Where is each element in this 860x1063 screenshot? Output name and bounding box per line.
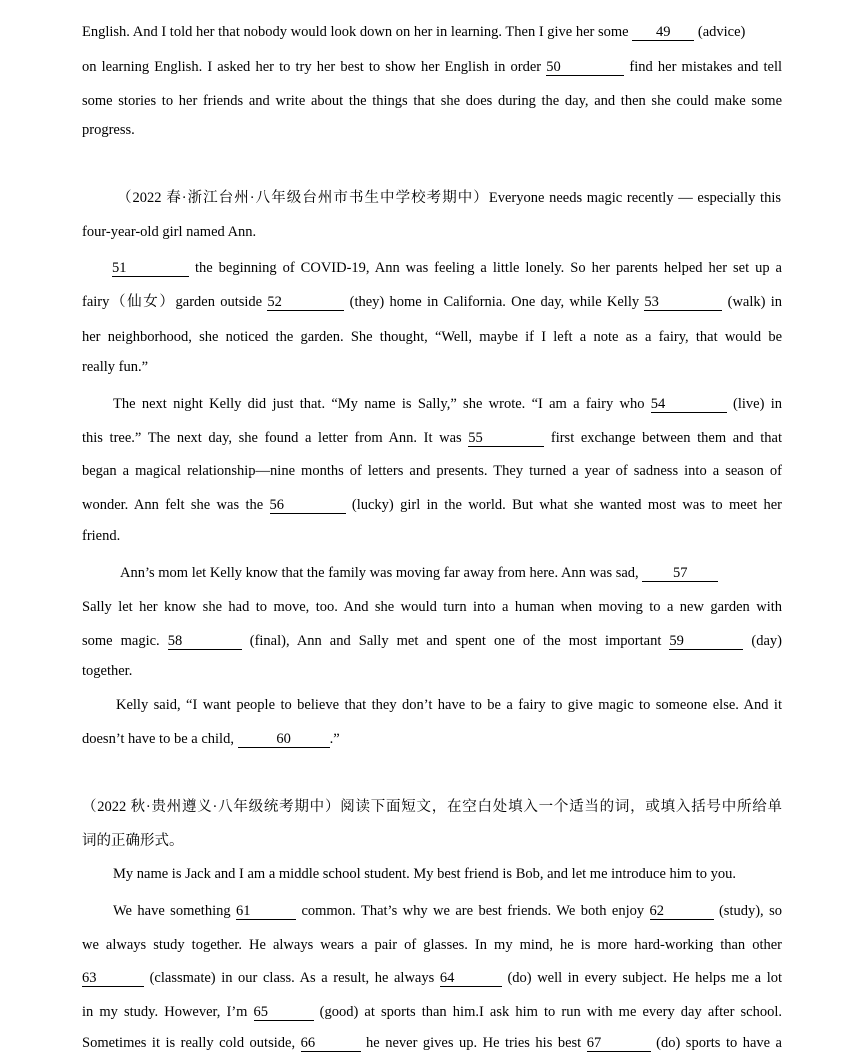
blank-53: 53 <box>644 295 722 311</box>
text: English. And I told her that nobody would look down on her in learning. Then I give her some <box>82 24 633 40</box>
text: he never gives up. He tries his best <box>360 1035 587 1051</box>
blank-52: 52 <box>267 295 344 311</box>
text: (they) home in California. One day, while Kelly <box>344 294 645 310</box>
passage-b-p2-line-1 <box>113 394 782 414</box>
passage-a-line-2 <box>82 57 782 77</box>
passage-b-p4-line-2 <box>82 729 782 749</box>
passage-b-p2-line-4 <box>82 495 782 515</box>
text: on learning English. I asked her to try her best to show her English in order <box>82 59 547 75</box>
text: Sometimes it is really cold outside, <box>82 1035 301 1051</box>
blank-63: 63 <box>82 971 144 987</box>
blank-61: 61 <box>236 904 296 920</box>
text: (do) sports to have a <box>650 1035 782 1051</box>
passage-b-p2-line-3: began a magical relationship—nine months of letters and presents. They turned a year of sadness into a season of <box>82 463 782 479</box>
blank-64: 64 <box>440 971 502 987</box>
passage-b-p1-line-1 <box>112 258 782 278</box>
text: (study), so <box>713 903 782 919</box>
passage-b-p2-line-5: friend. <box>82 528 121 544</box>
passage-b-p3-line-1 <box>120 563 782 583</box>
passage-b-p1-line-4: really fun.” <box>82 359 149 375</box>
blank-54: 54 <box>651 397 727 413</box>
blank-58: 58 <box>168 634 242 650</box>
text: doesn’t have to be a child, <box>82 731 238 747</box>
text: (advice) <box>694 24 746 40</box>
blank-66: 66 <box>301 1036 361 1052</box>
text: common. That’s why we are best friends. We both enjoy <box>296 903 650 919</box>
text: (classmate) in our class. As a result, he always <box>144 970 440 986</box>
passage-a-line-1 <box>82 22 782 42</box>
text: fairy（仙女）garden outside <box>82 294 268 310</box>
blank-56: 56 <box>270 498 346 514</box>
blank-50: 50 <box>546 60 624 76</box>
passage-b-p1-line-3: her neighborhood, she noticed the garden. She thought, “Well, maybe if I left a note as a fairy, that would be <box>82 329 782 345</box>
passage-c-p2-line-1 <box>113 901 782 921</box>
text: the beginning of COVID-19, Ann was feeling a little lonely. So her parents helped her set up a <box>189 260 782 276</box>
text: first exchange between them and that <box>544 430 782 446</box>
passage-b-p3-line-4: together. <box>82 663 133 679</box>
passage-c-p2-line-5 <box>82 1033 782 1053</box>
passage-c-source-cont: 词的正确形式。 <box>82 833 184 849</box>
blank-57: 57 <box>642 566 718 582</box>
blank-60: 60 <box>238 732 330 748</box>
passage-c-source: （2022 秋·贵州遵义·八年级统考期中）阅读下面短文，在空白处填入一个适当的词，或填入括号中所给单 <box>82 799 782 815</box>
passage-b-p3-line-3 <box>82 631 782 651</box>
text: (day) <box>743 633 782 649</box>
text: (walk) in <box>722 294 783 310</box>
passage-b-p4-line-1: Kelly said, “I want people to believe that they don’t have to be a fairy to give magic to someone else. And it <box>116 697 782 713</box>
passage-c-p1: My name is Jack and I am a middle school student. My best friend is Bob, and let me introduce him to you. <box>113 866 736 882</box>
blank-51: 51 <box>112 261 189 277</box>
text: wonder. Ann felt she was the <box>82 497 270 513</box>
text: (lucky) girl in the world. But what she wanted most was to meet her <box>345 497 782 513</box>
blank-59: 59 <box>669 634 743 650</box>
blank-62: 62 <box>650 904 714 920</box>
passage-b-p3-line-2: Sally let her know she had to move, too. And she would turn into a human when moving to a new garden with <box>82 599 782 615</box>
text: (final), Ann and Sally met and spent one of the most important <box>241 633 670 649</box>
passage-c-p2-line-3 <box>82 968 782 988</box>
text: Ann’s mom let Kelly know that the family was moving far away from here. Ann was sad, <box>120 565 643 581</box>
passage-b-source-cont: four-year-old girl named Ann. <box>82 224 257 240</box>
passage-b-source: （2022 春·浙江台州·八年级台州市书生中学校考期中）Everyone needs magic recently — especially this <box>117 190 781 206</box>
passage-c-p2-line-4 <box>82 1002 782 1022</box>
blank-67: 67 <box>587 1036 651 1052</box>
text: in my study. However, I’m <box>82 1004 254 1020</box>
blank-65: 65 <box>254 1005 314 1021</box>
passage-b-p1-line-2 <box>82 292 782 312</box>
passage-a-line-4: progress. <box>82 122 135 138</box>
text: We have something <box>113 903 237 919</box>
passage-a-line-3: some stories to her friends and write about the things that she does during the day, and then she could make some <box>82 93 782 109</box>
passage-c-p2-line-2: we always study together. He always wears a pair of glasses. In my mind, he is more hard-working than other <box>82 937 782 953</box>
text: find her mistakes and tell <box>624 59 782 75</box>
text: The next night Kelly did just that. “My name is Sally,” she wrote. “I am a fairy who <box>113 396 651 412</box>
passage-b-p2-line-2 <box>82 428 782 448</box>
text: .” <box>329 731 340 747</box>
text: some magic. <box>82 633 168 649</box>
text: (do) well in every subject. He helps me a lot <box>501 970 782 986</box>
text: this tree.” The next day, she found a letter from Ann. It was <box>82 430 469 446</box>
blank-55: 55 <box>468 431 544 447</box>
text: (good) at sports than him.I ask him to run with me every day after school. <box>313 1004 782 1020</box>
blank-49: 49 <box>632 25 694 41</box>
text: (live) in <box>726 396 782 412</box>
